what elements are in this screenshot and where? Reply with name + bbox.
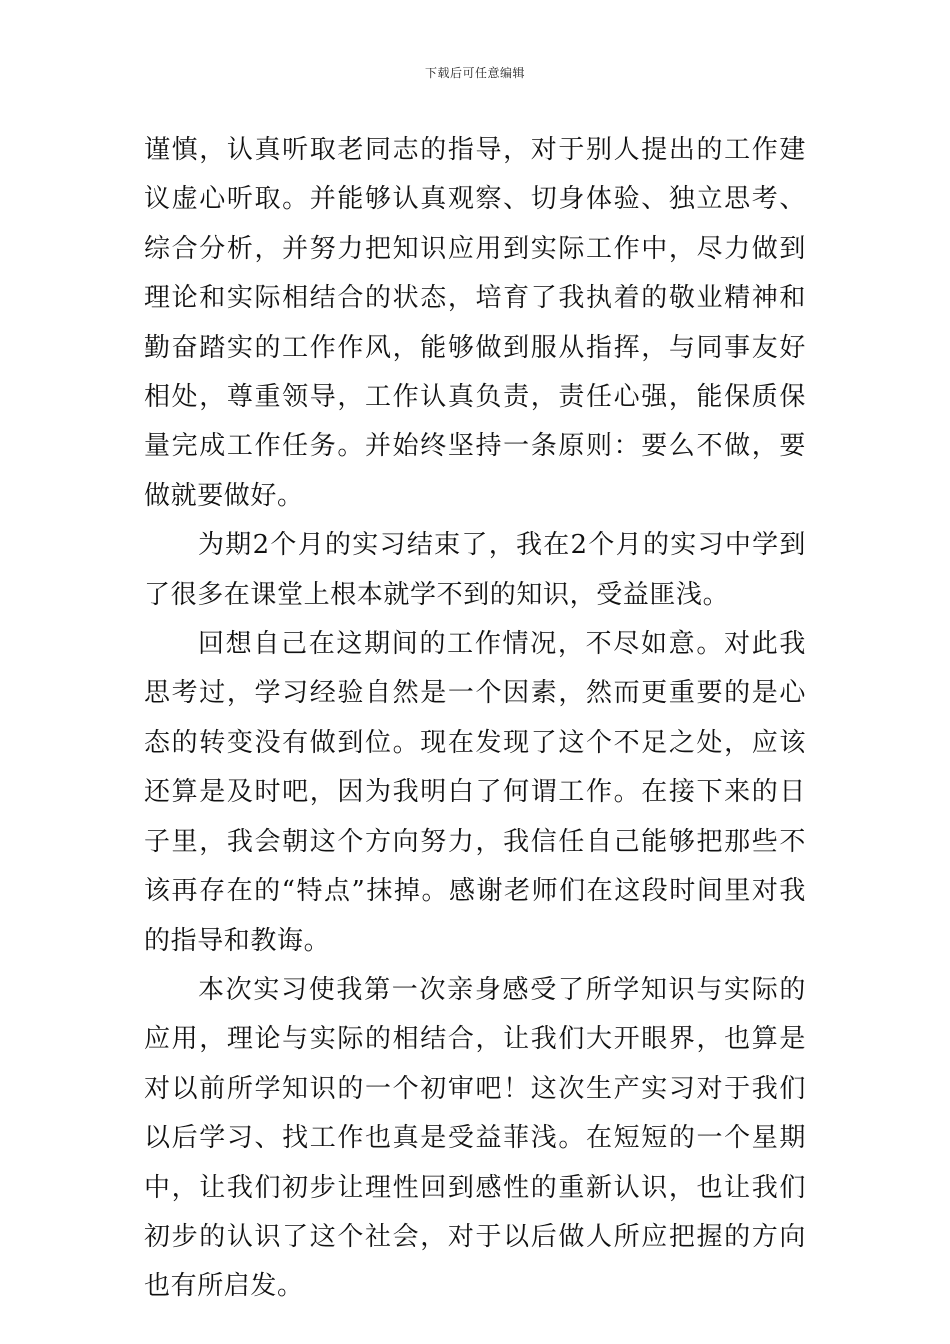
paragraph-1: 谨慎，认真听取老同志的指导，对于别人提出的工作建议虚心听取。并能够认真观察、切身体验、独立思考、综合分析，并努力把知识应用到实际工作中，尽力做到理论和实际相结合的状态，培育了我执着的敬业精神和勤奋踏实的工作作风，能够做到服从指挥，与同事友好相处，尊重领导，工作认真负责，责任心强，能保质保量完成工作任务。并始终坚持一条原则：要么不做，要做就要做好。 — [144, 135, 806, 511]
paragraph-2: 为期2个月的实习结束了，我在2个月的实习中学到了很多在课堂上根本就学不到的知识，受益匪浅。 — [144, 530, 806, 610]
document-body — [144, 126, 806, 1312]
paragraph-4: 本次实习使我第一次亲身感受了所学知识与实际的应用，理论与实际的相结合，让我们大开眼界，也算是对以前所学知识的一个初审吧！这次生产实习对于我们以后学习、找工作也真是受益菲浅。在短短的一个星期中，让我们初步让理性回到感性的重新认识，也让我们初步的认识了这个社会，对于以后做人所应把握的方向也有所启发。 — [144, 974, 806, 1302]
header-note: 下载后可任意编辑 — [424, 66, 525, 80]
paragraph-3: 回想自己在这期间的工作情况，不尽如意。对此我思考过，学习经验自然是一个因素，然而更重要的是心态的转变没有做到位。现在发现了这个不足之处，应该还算是及时吧，因为我明白了何谓工作。在接下来的日子里，我会朝这个方向努力，我信任自己能够把那些不该再存在的“特点”抹掉。感谢老师们在这段时间里对我的指导和教诲。 — [144, 629, 806, 956]
